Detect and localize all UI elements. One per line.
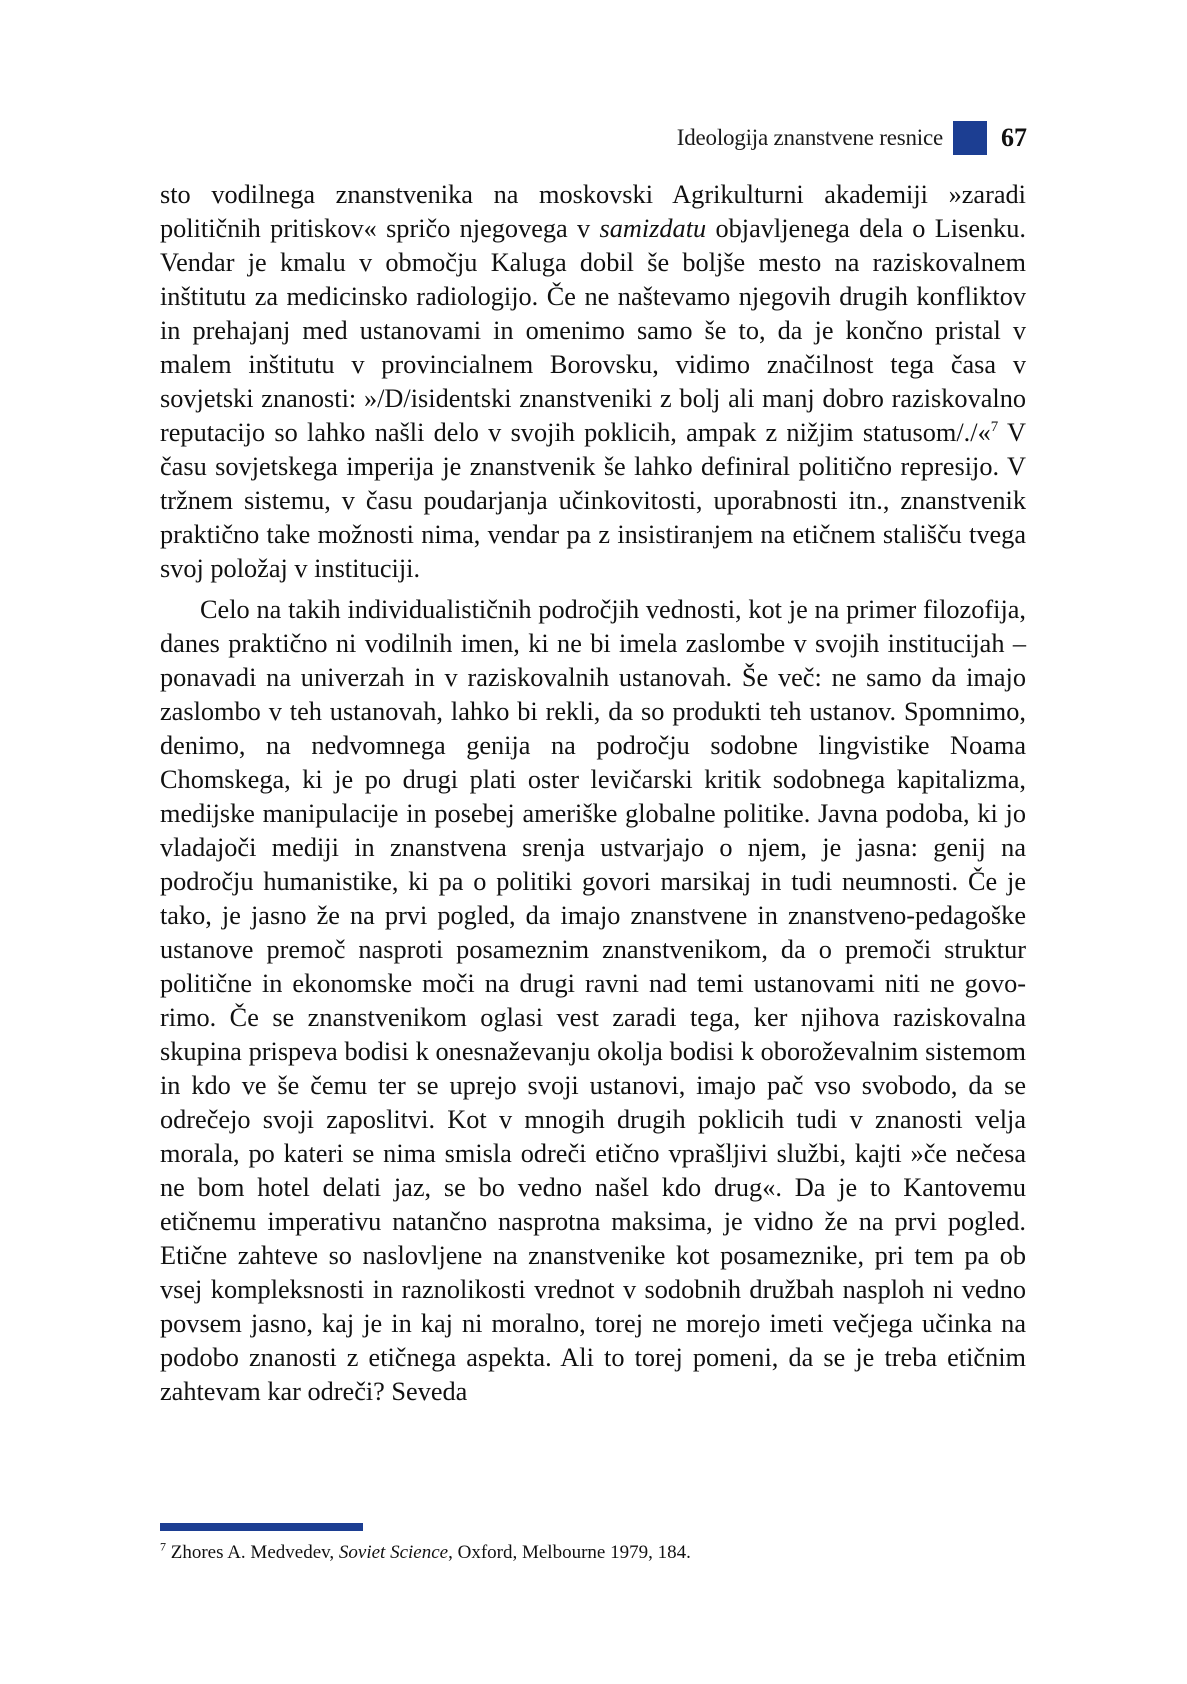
body-text — [160, 178, 1026, 1409]
footnote-publication: , Oxford, Melbourne 1979, 184. — [448, 1542, 691, 1563]
italic-term-samizdatu: samizdatu — [599, 214, 707, 243]
footnote-reference: 7 — [990, 419, 999, 436]
footnote-book-title: Soviet Science — [338, 1542, 449, 1563]
footnote — [160, 1540, 1026, 1566]
running-header-title: Ideologija znanstvene resnice — [676, 125, 943, 150]
header-square-mark — [953, 121, 987, 155]
footnote-author: Zhores A. Medvedev, — [170, 1542, 339, 1563]
running-header — [677, 118, 1027, 158]
paragraph-1-part-3: V času sovjetskega imperija je znanstvenik še lahko definiral politično represijo. V tržnem sistemu, v času poudarjanja učinkovitosti, uporabnosti itn., znanstvenik praktično take možnosti nima, vendar pa z insistiranjem na etičnem stališču tvega svoj položaj v instituciji. — [160, 418, 1026, 583]
paragraph-1 — [160, 178, 1026, 586]
footnote-number: 7 — [160, 1539, 166, 1554]
footnote-separator — [160, 1523, 363, 1531]
paragraph-1-part-2: objavljenega dela o Lisenku. Vendar je kmalu v območju Kaluga dobil še boljše mesto na raziskovalnem inštitutu za medicinsko radiologijo. Če ne naštevamo njegovih drugih konfliktov in prehajanj med ustanovami in omenimo samo še to, da je končno pristal v malem inštitutu v provincialnem Borovsku, vidimo značilnost tega časa v sovjetski znanosti: »/D/isidentski znanstveniki z bolj ali manj dobro raziskovalno reputacijo so lahko našli delo v svojih poklicih, ampak z nižjim statusom/./« — [160, 214, 1027, 447]
page-number: 67 — [1001, 123, 1027, 152]
paragraph-2: Celo na takih individualističnih področjih vednosti, kot je na primer filozofija, danes praktično ni vodilnih imen, ki ne bi imela zaslombe v svojih institucijah – ponavadi na univerzah in v raziskovalnih ustanovah. Še več: ne samo da imajo zaslombo v teh ustanovah, lahko bi rekli, da so produkti teh ustanov. Spomnimo, denimo, na nedvomnega genija na področju sodobne lingvistike Noama Chomskega, ki je po drugi plati oster levičarski kritik sodobnega kapitalizma, medijske manipulacije in posebej ameriške globalne politike. Javna podoba, ki jo vladajoči mediji in znanstvena srenja ustvarjajo o njem, je jasna: genij na področju humanistike, ki pa o politiki govori marsikaj in tudi neumnosti. Če je tako, je jasno že na prvi pogled, da imajo znanstvene in znanstveno-pedagoške ustanove premoč nasproti posameznim znanstvenikom, da o premoči struktur politične in ekonomske moči na drugi ravni nad temi ustanovami niti ne govorimo. Če se znanstvenikom oglasi vest zaradi tega, ker njihova raziskovalna skupina prispeva bodisi k onesnaževanju okolja bodisi k oboroževalnim sistemom in kdo ve še čemu ter se uprejo svoji ustanovi, imajo pač vso svobodo, da se odrečejo svoji zaposlitvi. Kot v mnogih drugih poklicih tudi v znanosti velja morala, po kateri se nima smisla odreči etično vprašljivi službi, kajti »če nečesa ne bom hotel delati jaz, se bo vedno našel kdo drug«. Da je to Kantovemu etičnemu imperativu natančno nasprotna maksima, je vidno že na prvi pogled. Etične zahteve so naslovljene na znanstvenike kot posameznike, pri tem pa ob vsej kompleksnosti in raznolikosti vrednot v sodobnih družbah nasploh ni vedno povsem jasno, kaj je in kaj ni moralno, torej ne morejo imeti večjega učinka na podobo znanosti z etičnega aspekta. Ali to torej pomeni, da se je treba etičnim zahtevam kar odreči? Seveda — [160, 595, 1026, 1406]
paragraph-1-part-1: sto vodilnega znanstvenika na moskovski Agrikulturni akademiji »zaradi političnih pritiskov« spričo njegovega v — [160, 180, 1026, 243]
